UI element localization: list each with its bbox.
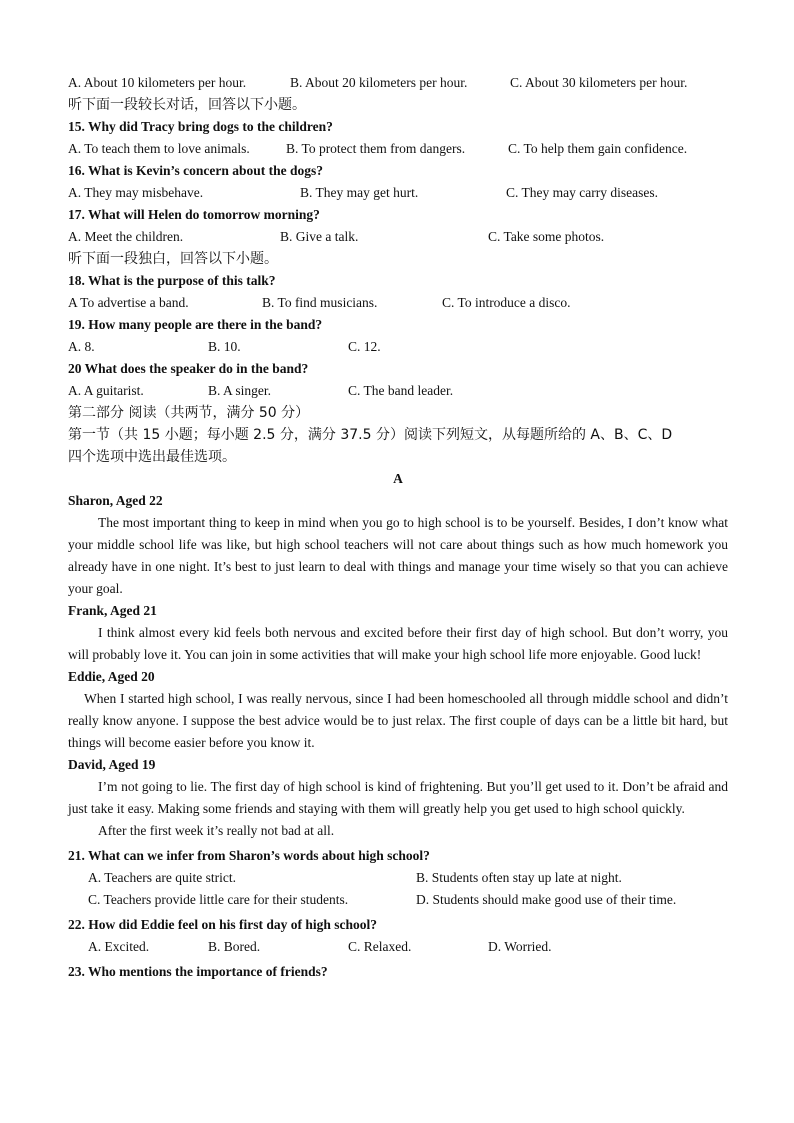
option-b: B. Give a talk.	[280, 229, 359, 244]
q20-options	[68, 380, 728, 402]
exam-page	[68, 72, 728, 983]
author-eddie: Eddie, Aged 20	[68, 669, 155, 684]
paragraph-david: I’m not going to lie. The first day of high school is kind of frightening. But you’ll get used to it. Don’t be afraid and just take it easy. Making some friends and staying with them will greatly help you get used to high school quickly.	[68, 779, 728, 816]
author-sharon: Sharon, Aged 22	[68, 493, 163, 508]
section1-instruction: 第一节（共 15 小题；每小题 2.5 分，满分 37.5 分）阅读下列短文，从每题所给的 A、B、C、D	[68, 427, 673, 443]
author-frank: Frank, Aged 21	[68, 603, 157, 618]
option-a: A. Meet the children.	[68, 229, 184, 244]
option-c: C. They may carry diseases.	[506, 185, 658, 200]
option-b: B. About 20 kilometers per hour.	[290, 75, 468, 90]
option-b: B. Students often stay up late at night.	[416, 870, 622, 885]
q17-options	[68, 226, 728, 248]
passage-heading: A	[393, 471, 403, 486]
paragraph-david-2: After the first week it’s really not bad at all.	[98, 823, 335, 838]
author-david: David, Aged 19	[68, 757, 156, 772]
paragraph-eddie: When I started high school, I was really nervous, since I had been homeschooled all through middle school and didn’t really know anyone. I suppose the best advice would be to just relax. The first couple of days can be a little bit hard, but things will become easier before you know it.	[68, 691, 728, 750]
monologue-instruction: 听下面一段独白，回答以下小题。	[68, 251, 278, 267]
q16-options	[68, 182, 728, 204]
q18-options	[68, 292, 728, 314]
option-a: A. They may misbehave.	[68, 185, 204, 200]
option-a: A. About 10 kilometers per hour.	[68, 75, 247, 90]
option-c: C. Teachers provide little care for their students.	[88, 892, 349, 907]
option-d: D. Students should make good use of their time.	[416, 892, 677, 907]
q19-options	[68, 336, 728, 358]
option-b: B. To protect them from dangers.	[286, 141, 466, 156]
paragraph-frank: I think almost every kid feels both nervous and excited before their first day of high school. But don’t worry, you will probably love it. You can join in some activities that will make your high school life more enjoyable. Good luck!	[68, 625, 728, 662]
question-15: 15. Why did Tracy bring dogs to the children?	[68, 119, 333, 134]
option-b: B. 10.	[208, 339, 241, 354]
part2-title: 第二部分 阅读（共两节，满分 50 分）	[68, 405, 310, 421]
question-18: 18. What is the purpose of this talk?	[68, 273, 276, 288]
question-20: 20 What does the speaker do in the band?	[68, 361, 309, 376]
q21-options-row2	[68, 889, 728, 911]
section1-instruction-cont: 四个选项中选出最佳选项。	[68, 449, 236, 465]
question-16: 16. What is Kevin’s concern about the dogs?	[68, 163, 324, 178]
option-b: B. A singer.	[208, 383, 272, 398]
option-b: B. To find musicians.	[262, 295, 378, 310]
option-c: C. About 30 kilometers per hour.	[510, 75, 688, 90]
q15-options	[68, 138, 728, 160]
option-b: B. They may get hurt.	[300, 185, 419, 200]
question-17: 17. What will Helen do tomorrow morning?	[68, 207, 320, 222]
option-c: C. 12.	[348, 339, 381, 354]
option-a: A. Teachers are quite strict.	[88, 870, 236, 885]
option-c: C. Take some photos.	[488, 229, 605, 244]
paragraph-sharon: The most important thing to keep in mind when you go to high school is to be yourself. Besides, I don’t know what your middle school life was like, but high school teachers will not care about things such as how much homework you already have in one night. It’s best to just learn to deal with things and manage your time wisely so that you can achieve your goal.	[68, 515, 728, 596]
listening-instruction: 听下面一段较长对话，回答以下小题。	[68, 97, 306, 113]
option-a: A. Excited.	[88, 939, 150, 954]
option-a: A. A guitarist.	[68, 383, 144, 398]
option-c: C. Relaxed.	[348, 939, 412, 954]
question-21: 21. What can we infer from Sharon’s words about high school?	[68, 848, 430, 863]
option-b: B. Bored.	[208, 939, 261, 954]
q21-options-row1	[68, 867, 728, 889]
option-c: C. The band leader.	[348, 383, 454, 398]
question-19: 19. How many people are there in the band?	[68, 317, 323, 332]
question-22: 22. How did Eddie feel on his first day of high school?	[68, 917, 378, 932]
q14-options	[68, 72, 728, 94]
option-c: C. To help them gain confidence.	[508, 141, 688, 156]
option-a: A. 8.	[68, 339, 95, 354]
option-d: D. Worried.	[488, 939, 552, 954]
question-23: 23. Who mentions the importance of friends?	[68, 964, 328, 979]
option-a: A To advertise a band.	[68, 295, 189, 310]
option-c: C. To introduce a disco.	[442, 295, 571, 310]
q22-options	[68, 936, 728, 958]
option-a: A. To teach them to love animals.	[68, 141, 250, 156]
